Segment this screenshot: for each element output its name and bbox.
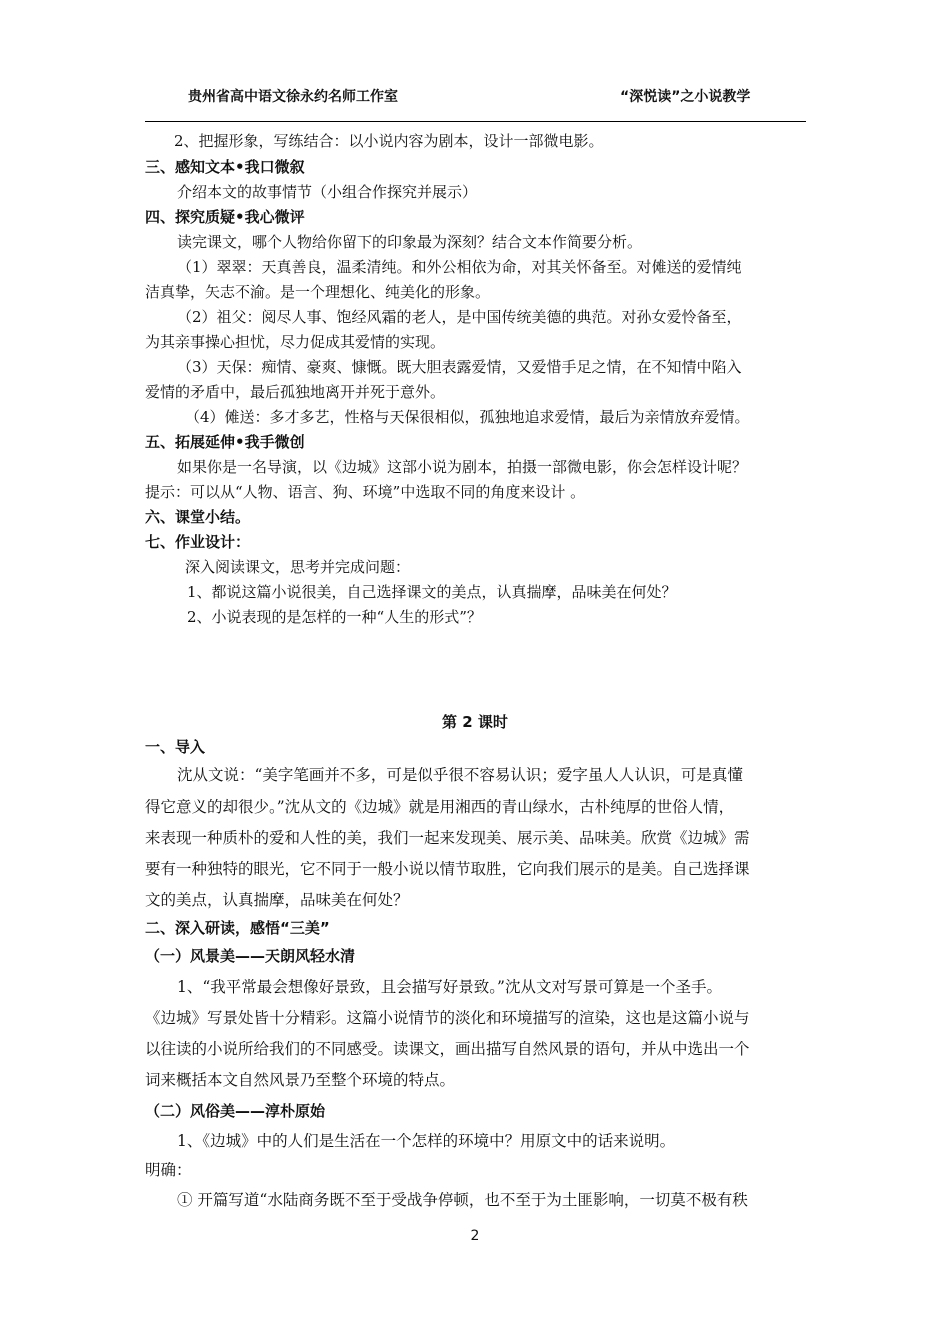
text-line: 文的美点，认真揣摩，品味美在何处？ [145, 891, 409, 909]
text-line: 1、“我平常最会想像好景致，且会描写好景致。”沈从文对写景可算是一个圣手。 [177, 978, 722, 996]
page-number: 2 [470, 1228, 480, 1244]
text-line: 《边城》写景处皆十分精彩。这篇小说情节的淡化和环境描写的渲染，这也是这篇小说与 [145, 1009, 750, 1027]
text-line: 沈从文说：“美字笔画并不多，可是似乎很不容易认识；爱字虽人人认识，可是真懂 [177, 766, 743, 784]
lesson-title: 第 2 课时 [442, 713, 508, 731]
text-line: 要有一种独特的眼光，它不同于一般小说以情节取胜，它向我们展示的是美。自己选择课 [145, 860, 750, 878]
header-rule [145, 121, 806, 122]
text-line: ① 开篇写道“水陆商务既不至于受战争停顿，也不至于为土匪影响，一切莫不极有秩 [177, 1191, 748, 1209]
text-line: 1、都说这篇小说很美，自己选择课文的美点，认真揣摩，品味美在何处？ [187, 583, 677, 601]
section-heading: 三、感知文本•我口微叙 [145, 158, 305, 176]
text-line: 明确： [145, 1161, 192, 1179]
text-line: 深入阅读课文，思考并完成问题： [185, 558, 411, 576]
subsection-heading: （一）风景美——天朗风轻水清 [145, 947, 356, 965]
section-heading: 五、拓展延伸•我手微创 [145, 433, 305, 451]
text-line: （1）翠翠：天真善良，温柔清纯。和外公相依为命，对其关怀备至。对傩送的爱情纯 [177, 258, 742, 276]
section-heading: 七、作业设计： [145, 533, 251, 551]
text-line: 得它意义的却很少。”沈从文的《边城》就是用湘西的青山绿水，古朴纯厚的世俗人情， [145, 798, 735, 816]
text-line: 爱情的矛盾中，最后孤独地离开并死于意外。 [145, 383, 446, 401]
text-line: 词来概括本文自然风景乃至整个环境的特点。 [145, 1071, 456, 1089]
section-heading: 一、导入 [145, 738, 206, 756]
text-line: 介绍本文的故事情节（小组合作探究并展示） [177, 183, 478, 201]
text-line: 1、《边城》中的人们是生活在一个怎样的环境中？用原文中的话来说明。 [177, 1132, 676, 1150]
text-line: 来表现一种质朴的爱和人性的美，我们一起来发现美、展示美、品味美。欣赏《边城》需 [145, 829, 750, 847]
text-line: 提示：可以从“人物、语言、狗、环境”中选取不同的角度来设计 。 [145, 483, 586, 501]
text-line: 2、把握形象，写练结合：以小说内容为剧本，设计一部微电影。 [174, 132, 604, 150]
section-heading: 四、探究质疑•我心微评 [145, 208, 305, 226]
section-heading: 六、课堂小结。 [145, 508, 251, 526]
text-line: 读完课文，哪个人物给你留下的印象最为深刻？结合文本作简要分析。 [177, 233, 643, 251]
text-line: （4）傩送：多才多艺，性格与天保很相似，孤独地追求爱情，最后为亲情放弃爱情。 [185, 408, 750, 426]
text-line: 以往读的小说所给我们的不同感受。读课文，画出描写自然风景的语句，并从中选出一个 [145, 1040, 750, 1058]
subsection-heading: （二）风俗美——淳朴原始 [145, 1102, 326, 1120]
section-heading: 二、深入研读，感悟“三美” [145, 919, 330, 937]
text-line: （2）祖父：阅尽人事、饱经风霜的老人，是中国传统美德的典范。对孙女爱怜备至， [177, 308, 742, 326]
header-right: “深悦读”之小说教学 [620, 89, 751, 105]
text-line: （3）天保：痴情、豪爽、慷慨。既大胆表露爱情，又爱惜手足之情，在不知情中陷入 [177, 358, 742, 376]
text-line: 洁真挚，矢志不渝。是一个理想化、纯美化的形象。 [145, 283, 491, 301]
text-line: 如果你是一名导演，以《边城》这部小说为剧本，拍摄一部微电影，你会怎样设计呢？ [177, 458, 748, 476]
text-line: 为其亲事操心担忧，尽力促成其爱情的实现。 [145, 333, 446, 351]
header-left: 贵州省高中语文徐永约名师工作室 [188, 89, 398, 105]
text-line: 2、小说表现的是怎样的一种“人生的形式”？ [187, 608, 482, 626]
